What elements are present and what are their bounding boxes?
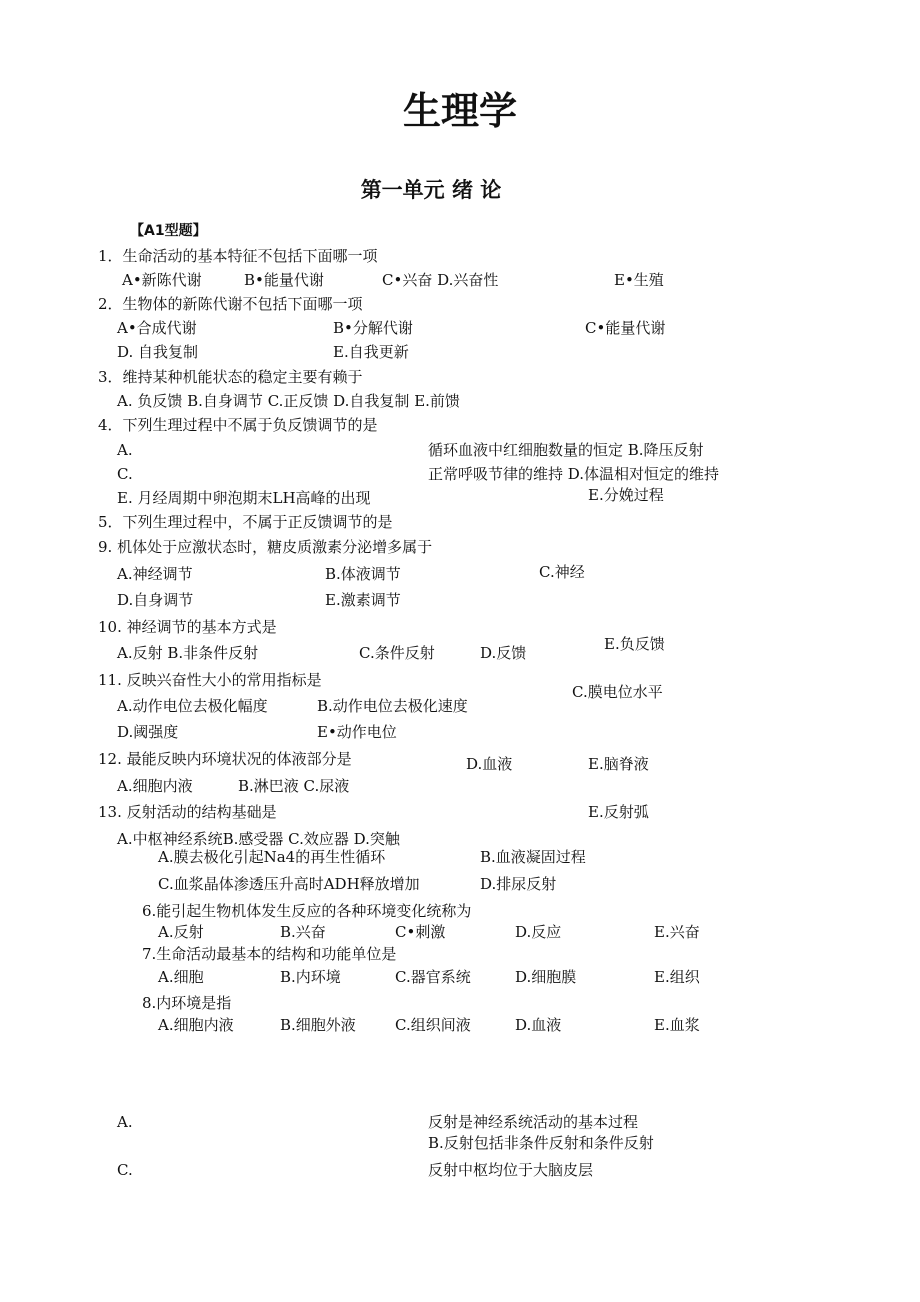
q8-option-d: D.血液 — [515, 1016, 562, 1034]
q7-option-a: A.细胞 — [158, 968, 204, 986]
q4-option-e: E. 月经周期中卵泡期末LH高峰的出现 — [117, 489, 371, 507]
q11-option-d: D.阈强度 — [117, 723, 179, 741]
q1-option-b: B•能量代谢 — [244, 271, 324, 289]
unit-heading: 第一单元 绪 论 — [360, 178, 502, 202]
misc-option-c: C.血浆晶体渗透压升高时ADH释放增加 — [158, 875, 420, 893]
question-11-stem: 11. 反映兴奋性大小的常用指标是 — [98, 671, 322, 689]
q6-option-a: A.反射 — [158, 923, 204, 941]
q9-option-a: A.神经调节 — [117, 565, 193, 583]
q2-option-a: A•合成代谢 — [117, 319, 197, 337]
question-12-stem: 12. 最能反映内环境状况的体液部分是 — [98, 750, 352, 768]
q9-option-e: E.激素调节 — [325, 591, 401, 609]
q1-option-cd: C•兴奋 D.兴奋性 — [382, 271, 499, 289]
q10-option-e: E.负反馈 — [604, 635, 665, 653]
q11-option-a: A.动作电位去极化幅度 — [117, 697, 268, 715]
tail-option-b: B.反射包括非条件反射和条件反射 — [428, 1134, 654, 1152]
q4-option-a-text: 循环血液中红细胞数量的恒定 B.降压反射 — [428, 441, 704, 459]
q7-option-d: D.细胞膜 — [515, 968, 577, 986]
question-4-stem: 4．下列生理过程中不属于负反馈调节的是 — [98, 416, 378, 434]
q10-option-c: C.条件反射 — [359, 644, 435, 662]
q1-option-e: E•生殖 — [614, 271, 664, 289]
q4-option-e-alt: E.分娩过程 — [588, 486, 664, 504]
q11-option-b: B.动作电位去极化速度 — [317, 697, 468, 715]
question-3-stem: 3．维持某种机能状态的稳定主要有赖于 — [98, 368, 363, 386]
q10-option-d: D.反馈 — [480, 644, 527, 662]
q3-options: A. 负反馈 B.自身调节 C.正反馈 D.自我复制 E.前馈 — [117, 392, 460, 410]
section-label: 【A1型题】 — [130, 223, 207, 239]
question-7-stem: 7.生命活动最基本的结构和功能单位是 — [142, 945, 397, 963]
q11-option-e: E•动作电位 — [317, 723, 397, 741]
q9-option-d: D.自身调节 — [117, 591, 194, 609]
question-5-stem: 5．下列生理过程中，不属于正反馈调节的是 — [98, 513, 393, 531]
tail-option-a-label: A. — [117, 1113, 133, 1131]
question-9-stem: 9. 机体处于应激状态时，糖皮质激素分泌增多属于 — [98, 538, 433, 556]
q7-option-b: B.内环境 — [280, 968, 341, 986]
q2-option-c: C•能量代谢 — [585, 319, 666, 337]
question-6-stem: 6.能引起生物机体发生反应的各种环境变化统称为 — [142, 902, 472, 920]
q11-option-c: C.膜电位水平 — [572, 683, 663, 701]
q6-option-d: D.反应 — [515, 923, 562, 941]
q8-option-c: C.组织间液 — [395, 1016, 471, 1034]
q8-option-e: E.血浆 — [654, 1016, 700, 1034]
q7-option-c: C.器官系统 — [395, 968, 471, 986]
q4-option-a-label: A. — [117, 441, 133, 459]
page-title: 生理学 — [402, 89, 517, 133]
q8-option-b: B.细胞外液 — [280, 1016, 356, 1034]
question-10-stem: 10. 神经调节的基本方式是 — [98, 618, 277, 636]
question-8-stem: 8.内环境是指 — [142, 994, 232, 1012]
question-1-stem: 1．生命活动的基本特征不包括下面哪一项 — [98, 247, 378, 265]
q1-option-a: A•新陈代谢 — [122, 271, 202, 289]
question-13-stem: 13. 反射活动的结构基础是 — [98, 803, 277, 821]
question-2-stem: 2．生物体的新陈代谢不包括下面哪一项 — [98, 295, 363, 313]
q4-option-c-label: C. — [117, 465, 133, 483]
q9-option-b: B.体液调节 — [325, 565, 401, 583]
q10-option-ab: A.反射 B.非条件反射 — [117, 644, 259, 662]
q7-option-e: E.组织 — [654, 968, 700, 986]
q12-option-e: E.脑脊液 — [588, 755, 649, 773]
q8-option-a: A.细胞内液 — [158, 1016, 234, 1034]
misc-option-a: A.膜去极化引起Na4的再生性循环 — [158, 848, 386, 866]
q2-option-b: B•分解代谢 — [333, 319, 413, 337]
q12-option-bc: B.淋巴液 C.尿液 — [238, 777, 350, 795]
q2-option-e: E.自我更新 — [333, 343, 409, 361]
q12-option-a: A.细胞内液 — [117, 777, 193, 795]
q4-option-c-text: 正常呼吸节律的维持 D.体温相对恒定的维持 — [428, 465, 720, 483]
q6-option-e: E.兴奋 — [654, 923, 700, 941]
tail-option-c-text: 反射中枢均位于大脑皮层 — [428, 1161, 594, 1179]
q6-option-b: B.兴奋 — [280, 923, 326, 941]
q12-option-d: D.血液 — [466, 755, 513, 773]
q6-option-c: C•刺激 — [395, 923, 446, 941]
q9-option-c: C.神经 — [539, 563, 585, 581]
tail-option-a-text: 反射是神经系统活动的基本过程 — [428, 1113, 639, 1131]
tail-option-c-label: C. — [117, 1161, 133, 1179]
misc-option-d: D.排尿反射 — [480, 875, 557, 893]
misc-option-b: B.血液凝固过程 — [480, 848, 586, 866]
q13-option-e: E.反射弧 — [588, 803, 649, 821]
q13-options: A.中枢神经系统B.感受器 C.效应器 D.突触 — [117, 830, 400, 848]
q2-option-d: D. 自我复制 — [117, 343, 199, 361]
